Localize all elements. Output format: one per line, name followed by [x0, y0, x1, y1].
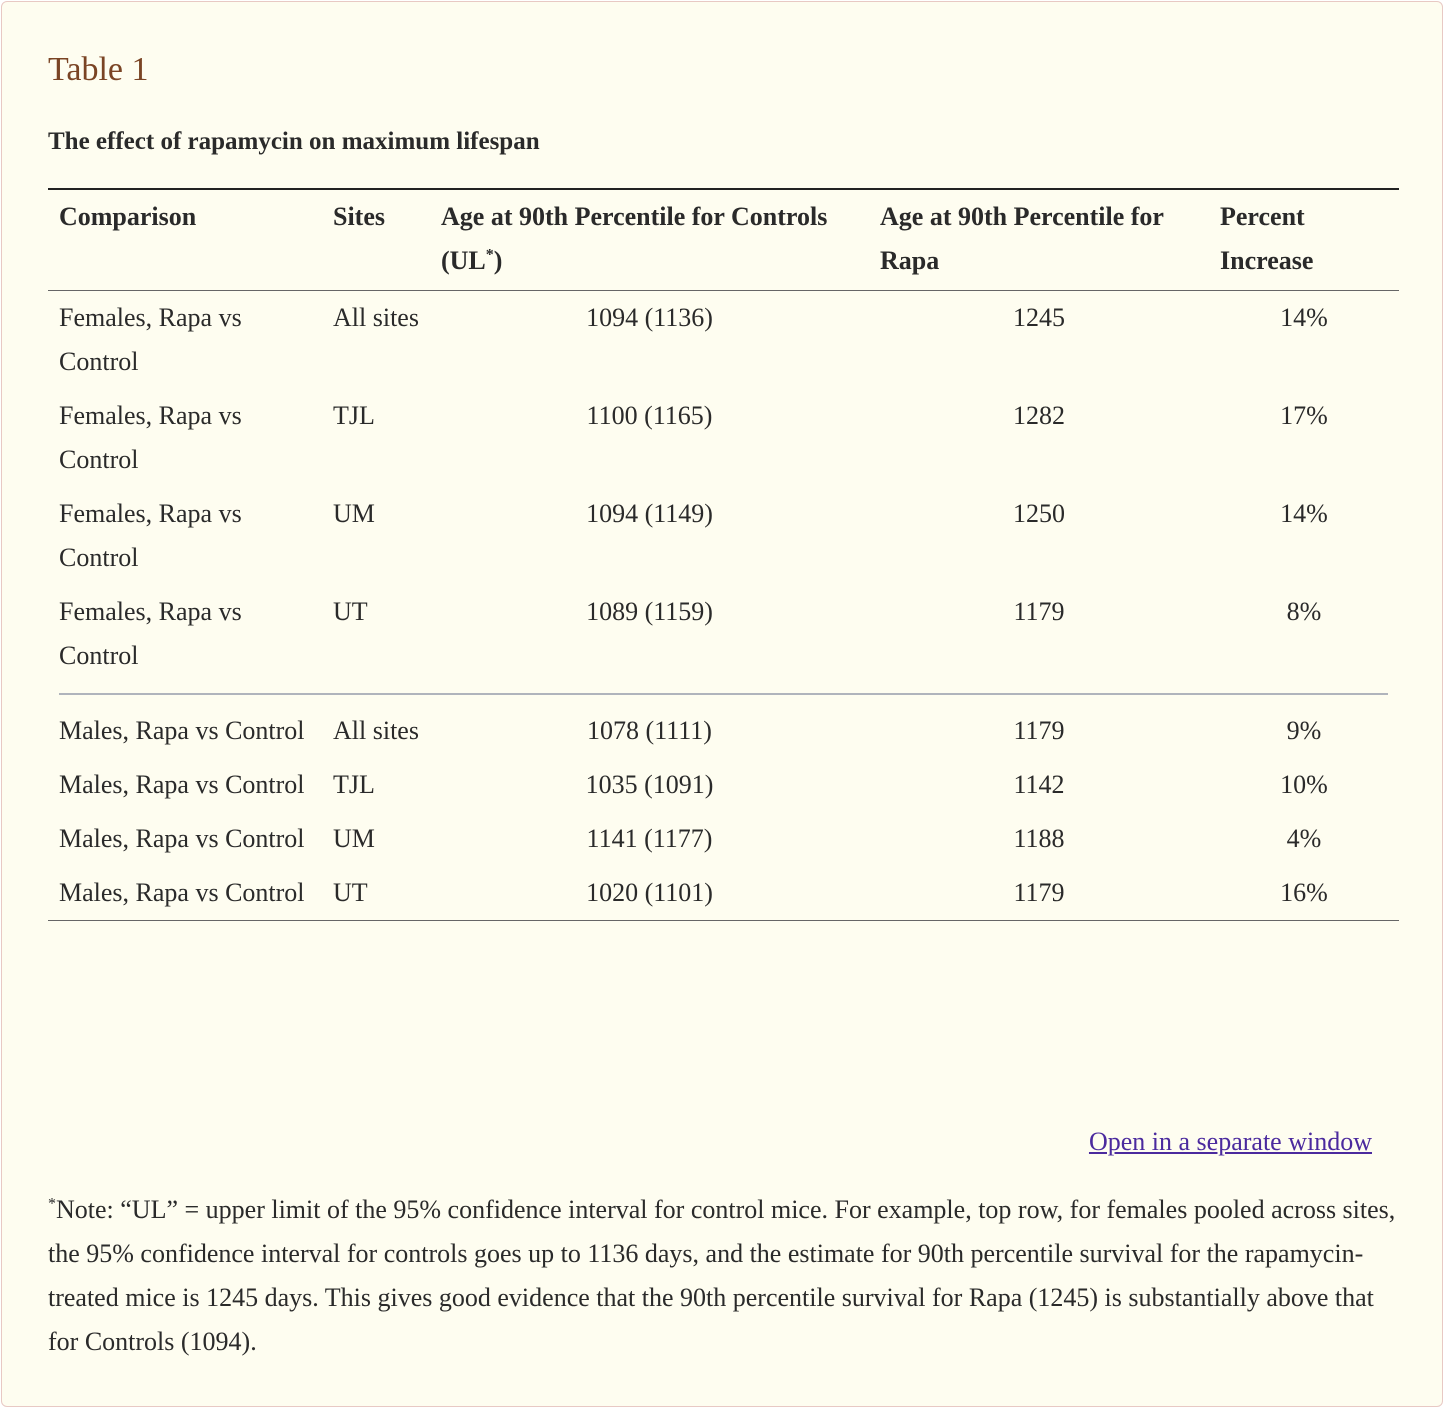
cell-control-age: 1089 (1159): [586, 597, 713, 626]
footnote-text: Note: “UL” = upper limit of the 95% confidence interval for control mice. For example, top row, for females pooled across sites, the 95% confidence interval for controls goes up to 1136 days, and the estimate for 90th percentile survival for the rapamycin-treated mice is 1245 days. This gives good evidence that the 90th percentile survival for Rapa (1245) is substantially above that for Controls (1094).: [48, 1195, 1396, 1356]
table-row: [48, 812, 1399, 866]
table-body: [48, 291, 1399, 921]
cell-rapa-age: 1245: [1013, 303, 1065, 332]
cell-percent-increase: 4%: [1286, 824, 1322, 853]
table-row: [48, 758, 1399, 812]
cell-control-age: 1100 (1165): [586, 401, 713, 430]
cell-percent-increase: 17%: [1280, 401, 1328, 430]
cell-rapa-age: 1282: [1013, 401, 1065, 430]
cell-percent-increase: 10%: [1280, 770, 1328, 799]
cell-sites: UT: [333, 597, 368, 626]
table-label: Table 1: [48, 51, 149, 88]
cell-comparison: Males, Rapa vs Control: [59, 716, 305, 745]
open-in-separate-window-link[interactable]: Open in a separate window: [1088, 1127, 1372, 1156]
cell-comparison: Males, Rapa vs Control: [59, 878, 305, 907]
table-row: [48, 389, 1399, 487]
cell-control-age: 1078 (1111): [587, 716, 712, 745]
cell-rapa-age: 1179: [1013, 597, 1065, 626]
footnote: [48, 1188, 1408, 1364]
footnote-marker: *: [485, 246, 494, 264]
cell-sites: UM: [333, 824, 375, 853]
cell-comparison: Females, Rapa vs Control: [59, 597, 242, 670]
table-caption: The effect of rapamycin on maximum lifespan: [48, 128, 540, 155]
group-divider-cell: [48, 683, 1399, 704]
cell-sites: TJL: [333, 401, 375, 430]
cell-control-age: 1035 (1091): [585, 770, 714, 799]
column-header-controls-text: Age at 90th Percentile for Controls (UL: [441, 202, 828, 275]
cell-sites: TJL: [333, 770, 375, 799]
cell-rapa-age: 1179: [1013, 716, 1065, 745]
cell-rapa-age: 1179: [1013, 878, 1065, 907]
table-row: [48, 291, 1399, 390]
cell-sites: All sites: [333, 716, 419, 745]
cell-sites: All sites: [333, 303, 419, 332]
cell-comparison: Males, Rapa vs Control: [59, 770, 305, 799]
cell-percent-increase: 16%: [1280, 878, 1328, 907]
table-row: [48, 866, 1399, 921]
cell-percent-increase: 14%: [1280, 303, 1328, 332]
cell-sites: UT: [333, 878, 368, 907]
cell-percent-increase: 9%: [1286, 716, 1322, 745]
cell-rapa-age: 1250: [1013, 499, 1065, 528]
cell-comparison: Males, Rapa vs Control: [59, 824, 305, 853]
cell-sites: UM: [333, 499, 375, 528]
column-header-sites: Sites: [333, 202, 385, 231]
cell-control-age: 1020 (1101): [586, 878, 713, 907]
column-header-rapa: Age at 90th Percentile for Rapa: [880, 202, 1164, 275]
cell-comparison: Females, Rapa vs Control: [59, 303, 242, 376]
cell-rapa-age: 1142: [1013, 770, 1065, 799]
table-row: [48, 704, 1399, 758]
cell-control-age: 1141 (1177): [586, 824, 713, 853]
cell-percent-increase: 8%: [1286, 597, 1322, 626]
column-header-percent: Percent Increase: [1220, 202, 1314, 275]
column-header-controls: [430, 189, 869, 291]
column-header-controls-close: ): [493, 246, 503, 275]
cell-comparison: Females, Rapa vs Control: [59, 401, 242, 474]
footnote-note-marker: *: [48, 1195, 56, 1213]
header-row: [48, 189, 1399, 291]
group-divider: [48, 683, 1399, 704]
group-divider-line: [59, 693, 1388, 695]
table-row: [48, 585, 1399, 683]
cell-comparison: Females, Rapa vs Control: [59, 499, 242, 572]
cell-control-age: 1094 (1149): [586, 499, 713, 528]
cell-control-age: 1094 (1136): [586, 303, 713, 332]
column-header-comparison: Comparison: [59, 202, 197, 231]
data-table: [48, 188, 1399, 921]
table-panel: [1, 1, 1443, 1407]
cell-rapa-age: 1188: [1013, 824, 1065, 853]
cell-percent-increase: 14%: [1280, 499, 1328, 528]
table-row: [48, 487, 1399, 585]
